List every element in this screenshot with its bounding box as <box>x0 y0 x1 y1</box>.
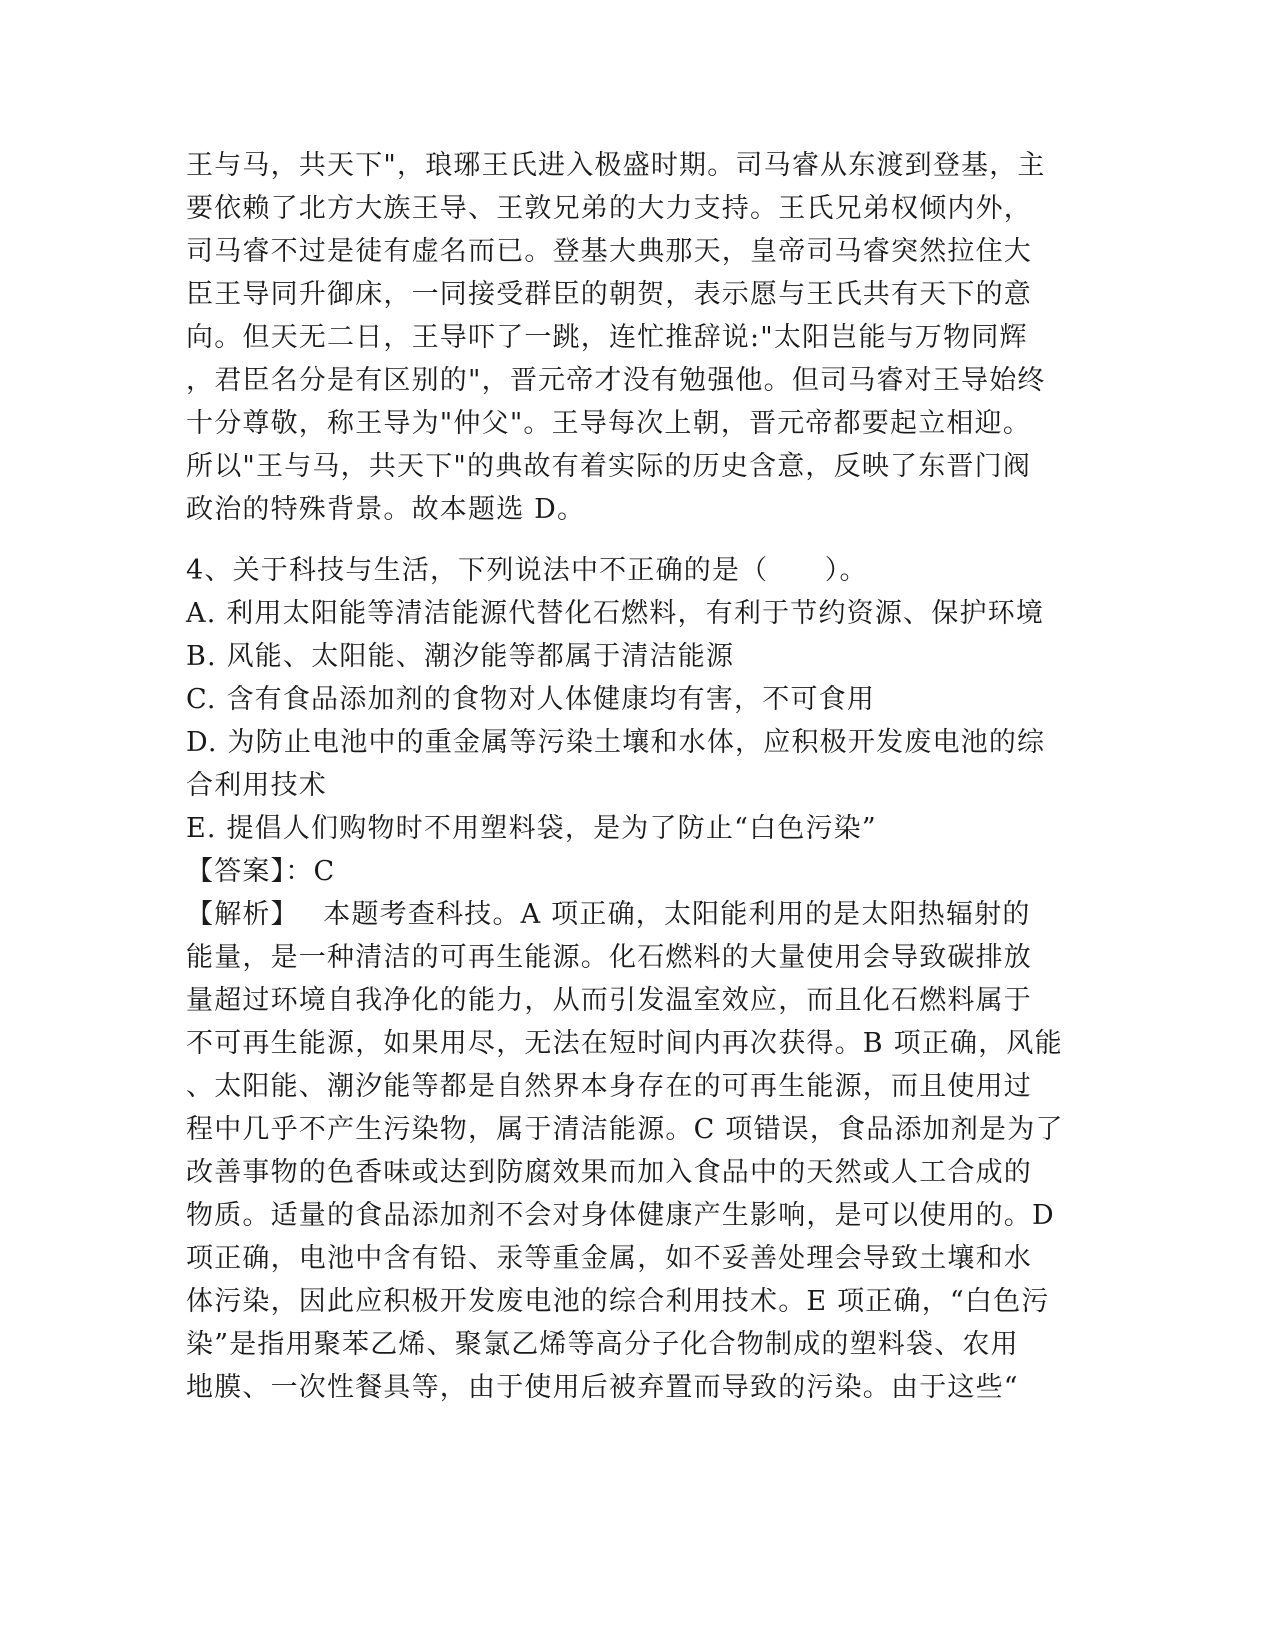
analysis <box>186 893 1086 1409</box>
option-a: A. 利用太阳能等清洁能源代替化石燃料，有利于节约资源、保护环境 <box>186 598 1045 629</box>
text-line: 臣王导同升御床，一同接受群臣的朝贺，表示愿与王氏共有天下的意 <box>186 279 1032 310</box>
text-line: 向。但天无二日，王导吓了一跳，连忙推辞说:"太阳岂能与万物同辉 <box>186 322 1028 353</box>
text-line: 十分尊敬，称王导为"仲父"。王导每次上朝，晋元帝都要起立相迎。 <box>186 408 1032 439</box>
option-c: C. 含有食品添加剂的食物对人体健康均有害，不可食用 <box>186 684 876 715</box>
option-d-continued: 合利用技术 <box>186 770 327 801</box>
text-line: 要依赖了北方大族王导、王敦兄弟的大力支持。王氏兄弟权倾内外， <box>186 193 1032 224</box>
analysis-line: 不可再生能源，如果用尽，无法在短时间内再次获得。B 项正确，风能 <box>186 1028 1063 1059</box>
option-e: E. 提倡人们购物时不用塑料袋，是为了防止“白色污染” <box>186 813 877 844</box>
question-stem: 4、关于科技与生活，下列说法中不正确的是（ ）。 <box>186 555 868 586</box>
text-line: 王与马，共天下"，琅琊王氏进入极盛时期。司马睿从东渡到登基，主 <box>186 150 1046 181</box>
text-line: 司马睿不过是徒有虚名而已。登基大典那天，皇帝司马睿突然拉住大 <box>186 236 1032 267</box>
analysis-line: 程中几乎不产生污染物，属于清洁能源。C 项错误，食品添加剂是为了 <box>186 1114 1064 1145</box>
analysis-line: 能量，是一种清洁的可再生能源。化石燃料的大量使用会导致碳排放 <box>186 942 1032 973</box>
analysis-line: 量超过环境自我净化的能力，从而引发温室效应，而且化石燃料属于 <box>186 985 1032 1016</box>
option-d: D. 为防止电池中的重金属等污染土壤和水体，应积极开发废电池的综 <box>186 727 1046 758</box>
text-line: ，君臣名分是有区别的"，晋元帝才没有勉强他。但司马睿对王导始终 <box>186 365 1046 396</box>
analysis-line: 、太阳能、潮汐能等都是自然界本身存在的可再生能源，而且使用过 <box>186 1071 1032 1102</box>
analysis-line: 染”是指用聚苯乙烯、聚氯乙烯等高分子化合物制成的塑料袋、农用 <box>186 1329 1019 1360</box>
analysis-line: 改善事物的色香味或达到防腐效果而加入食品中的天然或人工合成的 <box>186 1157 1032 1188</box>
previous-analysis-continuation <box>186 144 1086 531</box>
document-page <box>186 144 1086 1409</box>
analysis-line: 地膜、一次性餐具等，由于使用后被弃置而导致的污染。由于这些“ <box>186 1372 1019 1403</box>
analysis-line: 物质。适量的食品添加剂不会对身体健康产生影响，是可以使用的。D <box>186 1200 1055 1231</box>
text-line: 所以"王与马，共天下"的典故有着实际的历史含意，反映了东晋门阀 <box>186 451 1032 482</box>
analysis-line: 【解析】 本题考查科技。A 项正确，太阳能利用的是太阳热辐射的 <box>186 899 1031 930</box>
answer: 【答案】：C <box>186 856 336 887</box>
analysis-line: 体污染，因此应积极开发废电池的综合利用技术。E 项正确，“白色污 <box>186 1286 1050 1317</box>
text-line: 政治的特殊背景。故本题选 D。 <box>186 494 586 525</box>
analysis-line: 项正确，电池中含有铅、汞等重金属，如不妥善处理会导致土壤和水 <box>186 1243 1032 1274</box>
question-4 <box>186 549 1086 1409</box>
option-b: B. 风能、太阳能、潮汐能等都属于清洁能源 <box>186 641 735 672</box>
paragraph-gap <box>186 531 1086 549</box>
